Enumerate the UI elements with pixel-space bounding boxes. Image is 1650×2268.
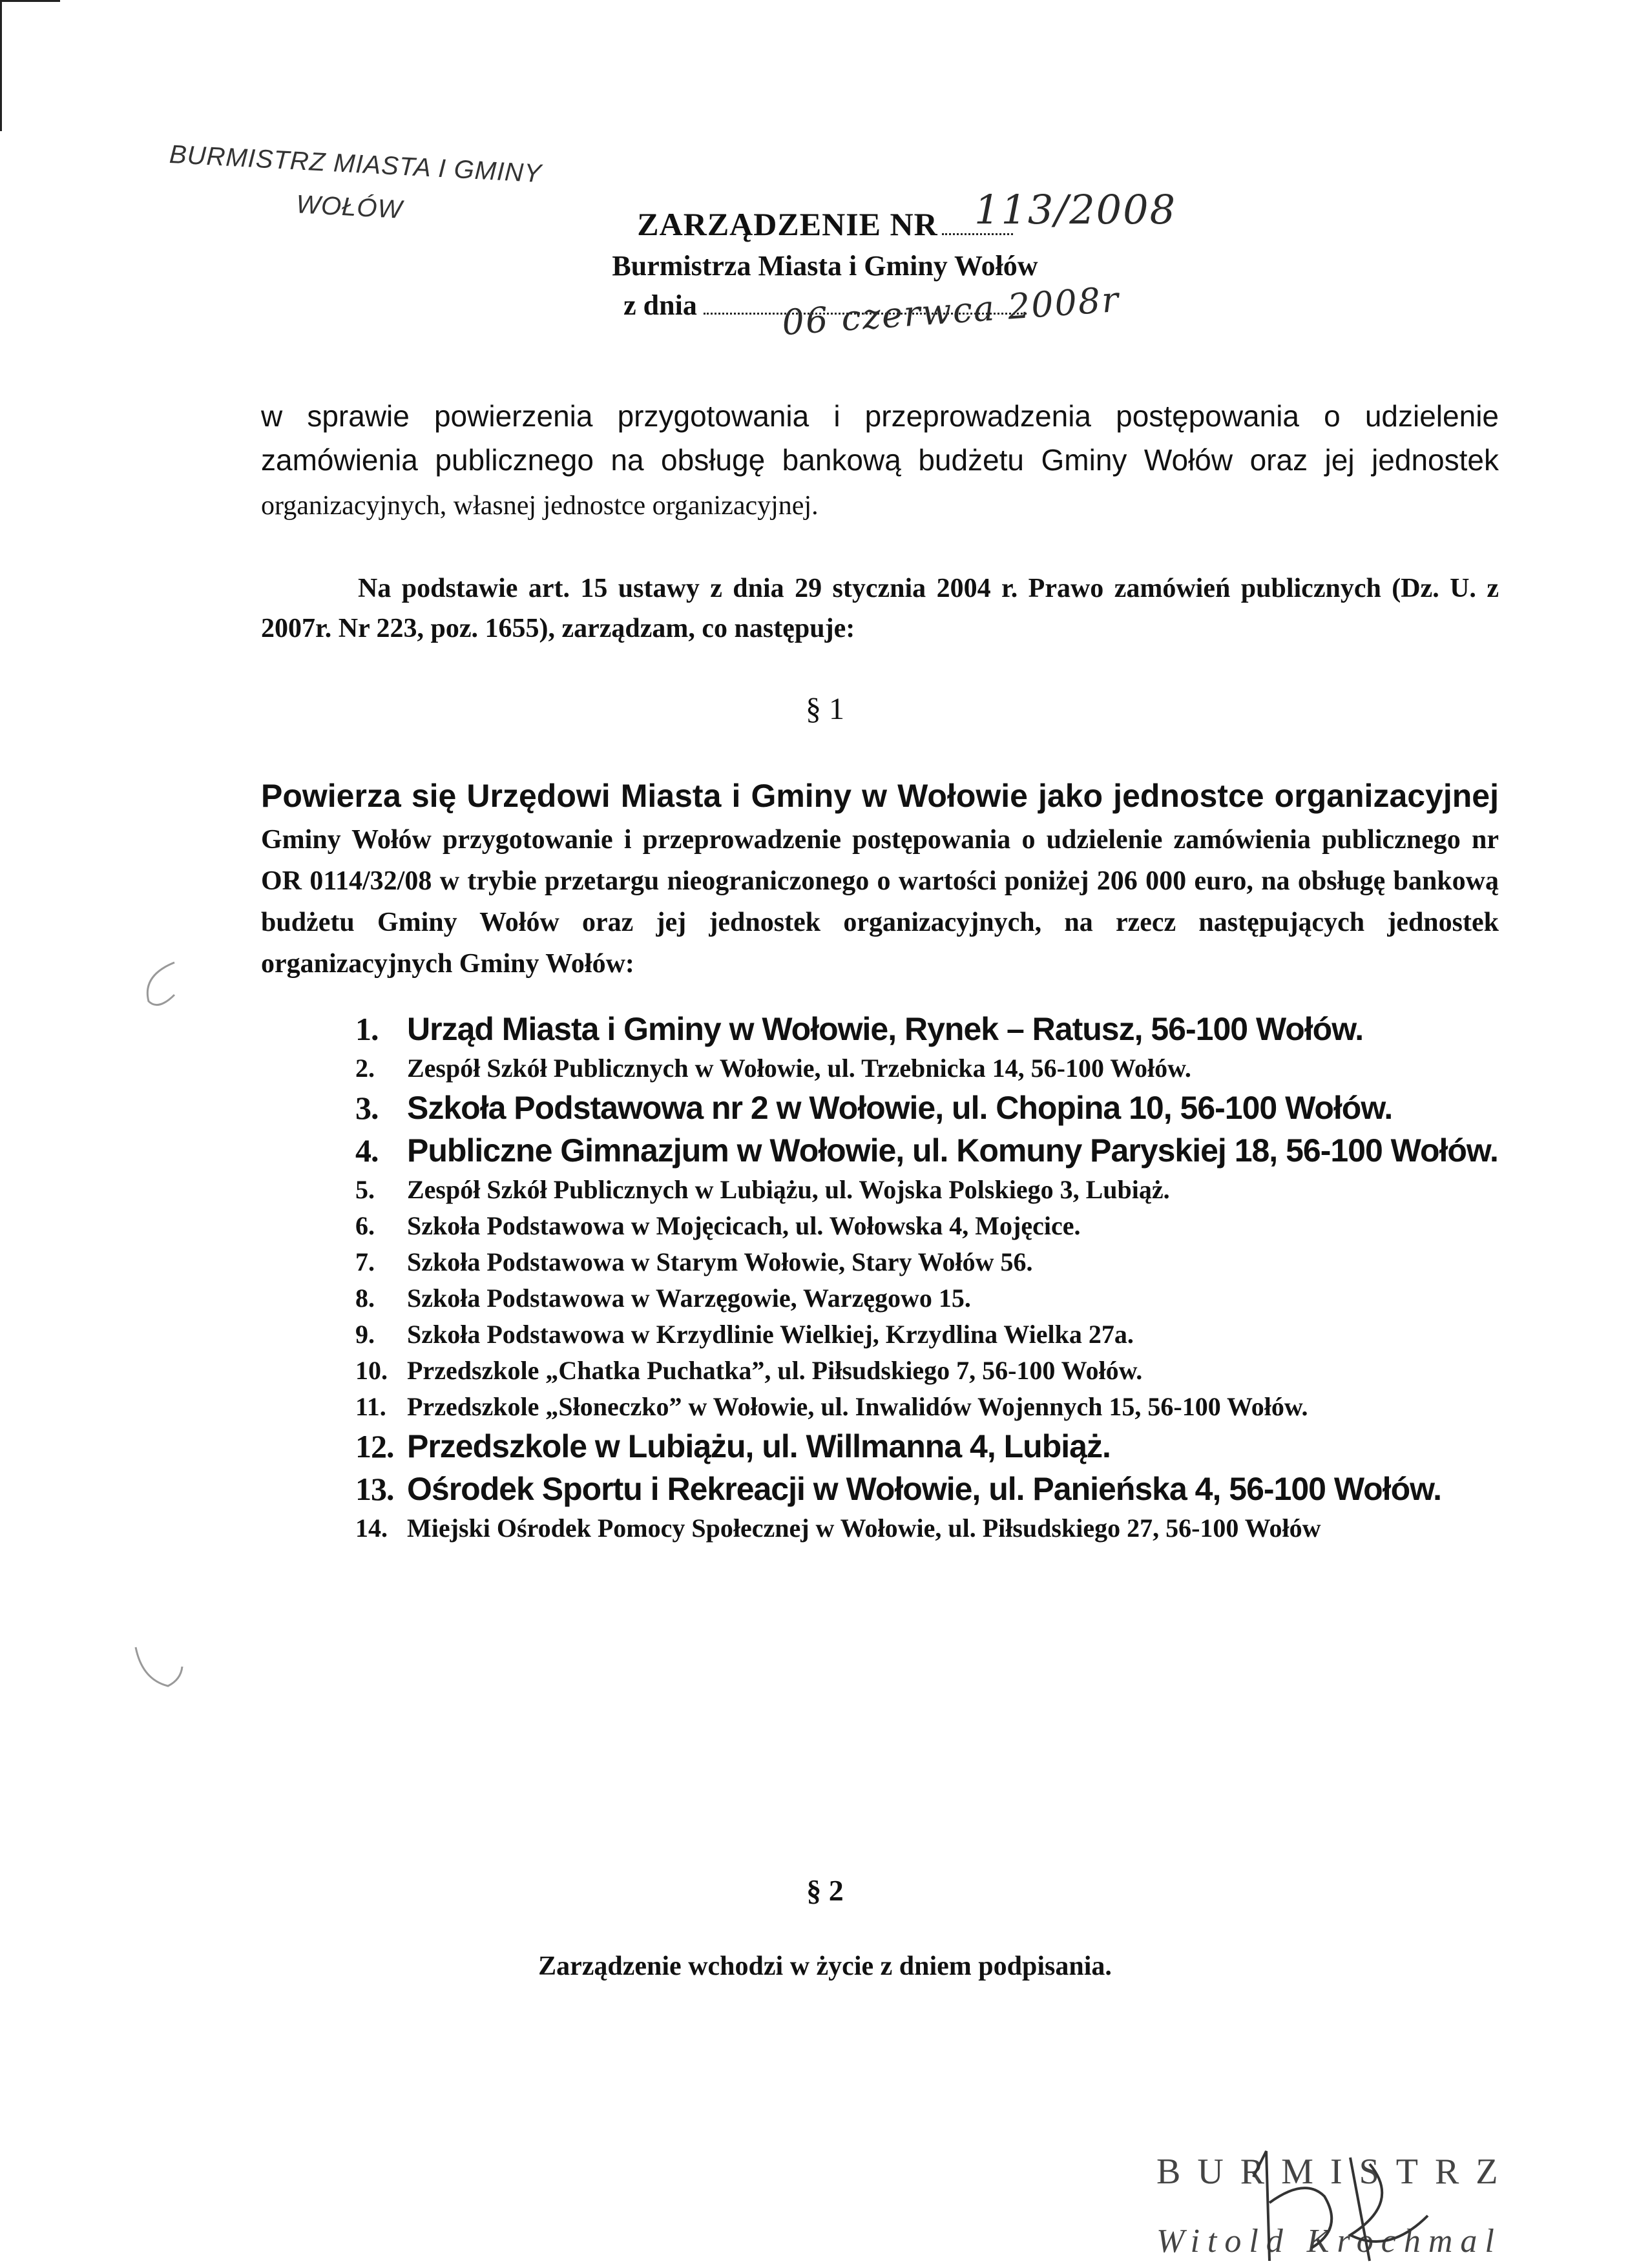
list-item <box>355 1316 1505 1353</box>
list-item <box>355 1087 1505 1129</box>
binder-hole-mark <box>129 1641 187 1699</box>
section-1-body <box>261 775 1499 984</box>
list-item-text: Szkoła Podstawowa w Mojęcicach, ul. Wołowska 4, Mojęcice. <box>407 1211 1081 1240</box>
list-item-number: 4. <box>355 1132 379 1169</box>
list-item-number: 12. <box>355 1428 394 1464</box>
list-item-number: 9. <box>355 1320 375 1349</box>
list-item-number: 3. <box>355 1090 379 1126</box>
list-item-text: Ośrodek Sportu i Rekreacji w Wołowie, ul. Panieńska 4, 56-100 Wołów. <box>407 1471 1442 1507</box>
list-item <box>355 1510 1505 1546</box>
list-item <box>355 1353 1505 1389</box>
section-2-text: Zarządzenie wchodzi w życie z dniem podpisania. <box>538 1951 1112 1981</box>
handwritten-date: 06 czerwca 2008r <box>780 278 1121 344</box>
list-item-text: Szkoła Podstawowa nr 2 w Wołowie, ul. Chopina 10, 56-100 Wołów. <box>407 1090 1393 1126</box>
organizational-units-list <box>355 1008 1505 1546</box>
stamp-line-2: WOŁÓW <box>295 190 404 224</box>
scan-edge-mark <box>0 0 60 131</box>
list-item-text: Zespół Szkół Publicznych w Wołowie, ul. Trzebnicka 14, 56-100 Wołów. <box>407 1054 1191 1083</box>
document-title <box>0 205 1650 243</box>
list-item-text: Zespół Szkół Publicznych w Lubiążu, ul. Wojska Polskiego 3, Lubiąż. <box>407 1175 1170 1204</box>
section-2-heading: § 2 <box>806 1874 844 1907</box>
binder-hole-mark <box>129 956 187 1014</box>
list-item <box>355 1008 1505 1050</box>
list-item-text: Szkoła Podstawowa w Warzęgowie, Warzęgowo 15. <box>407 1284 971 1313</box>
list-item-number: 11. <box>355 1392 386 1421</box>
list-item <box>355 1280 1505 1316</box>
list-item <box>355 1129 1505 1172</box>
signature-stamp <box>1156 2138 1518 2267</box>
subject-paragraph <box>261 394 1499 528</box>
list-item-number: 14. <box>355 1514 388 1543</box>
list-item-number: 7. <box>355 1247 375 1276</box>
title-text: ZARZĄDZENIE NR <box>637 206 938 242</box>
list-item-number: 1. <box>355 1011 379 1047</box>
list-item <box>355 1244 1505 1280</box>
list-item-text: Szkoła Podstawowa w Starym Wołowie, Stary Wołów 56. <box>407 1247 1033 1276</box>
stamp-line-1: BURMISTRZ MIASTA I GMINY <box>169 140 543 189</box>
list-item <box>355 1050 1505 1087</box>
list-item-number: 13. <box>355 1471 394 1507</box>
list-item <box>355 1208 1505 1244</box>
list-item-number: 5. <box>355 1175 375 1204</box>
handwritten-signature <box>1156 2138 1518 2267</box>
subject-line-2: organizacyjnych, własnej jednostce organizacyjnej. <box>261 491 819 521</box>
list-item-text: Szkoła Podstawowa w Krzydlinie Wielkiej, Krzydlina Wielka 27a. <box>407 1320 1134 1349</box>
date-prefix: z dnia <box>623 289 697 321</box>
list-item <box>355 1172 1505 1208</box>
list-item-number: 10. <box>355 1356 388 1385</box>
list-item-text: Urząd Miasta i Gminy w Wołowie, Rynek – Ratusz, 56-100 Wołów. <box>407 1011 1364 1047</box>
list-item-number: 6. <box>355 1211 375 1240</box>
list-item-number: 2. <box>355 1054 375 1083</box>
section-1-rest: Gminy Wołów przygotowanie i przeprowadzenie postępowania o udzielenie zamówienia publicznego nr OR 0114/32/08 w trybie przetargu nieograniczonego o wartości poniżej 206 000 euro, na obsługę bankową budżetu Gminy Wołów oraz jej jednostek organizacyjnych, na rzecz następujących jednostek organizacyjnych Gminy Wołów: <box>261 825 1499 979</box>
section-1-lead: Powierza się Urzędowi Miasta i Gminy w Wołowie jako jednostce organizacyjnej <box>261 778 1499 814</box>
number-dotted-line <box>942 233 1013 235</box>
list-item-text: Miejski Ośrodek Pomocy Społecznej w Wołowie, ul. Piłsudskiego 27, 56-100 Wołów <box>407 1514 1321 1543</box>
section-1-heading: § 1 <box>806 692 844 726</box>
list-item-text: Przedszkole „Chatka Puchatka”, ul. Piłsudskiego 7, 56-100 Wołów. <box>407 1356 1143 1385</box>
list-item <box>355 1389 1505 1425</box>
list-item-text: Publiczne Gimnazjum w Wołowie, ul. Komuny Paryskiej 18, 56-100 Wołów. <box>407 1132 1498 1169</box>
handwritten-number: 113/2008 <box>974 186 1177 233</box>
issuer-line: Burmistrza Miasta i Gminy Wołów <box>612 250 1038 282</box>
list-item-text: Przedszkole „Słoneczko” w Wołowie, ul. Inwalidów Wojennych 15, 56-100 Wołów. <box>407 1392 1308 1421</box>
signature-title: BURMISTRZ <box>1156 2152 1515 2192</box>
signature-name: Witold Krochmal <box>1156 2223 1502 2260</box>
list-item <box>355 1468 1505 1510</box>
list-item-number: 8. <box>355 1284 375 1313</box>
subject-line-1: w sprawie powierzenia przygotowania i przeprowadzenia postępowania o udzielenie zamówienia publicznego na obsługę bankową budżetu Gminy Wołów oraz jej jednostek <box>261 399 1499 477</box>
list-item <box>355 1425 1505 1468</box>
legal-basis: Na podstawie art. 15 ustawy z dnia 29 stycznia 2004 r. Prawo zamówień publicznych (Dz. U. z 2007r. Nr 223, poz. 1655), zarządzam, co następuje: <box>261 574 1499 643</box>
list-item-text: Przedszkole w Lubiążu, ul. Willmanna 4, Lubiąż. <box>407 1428 1111 1464</box>
